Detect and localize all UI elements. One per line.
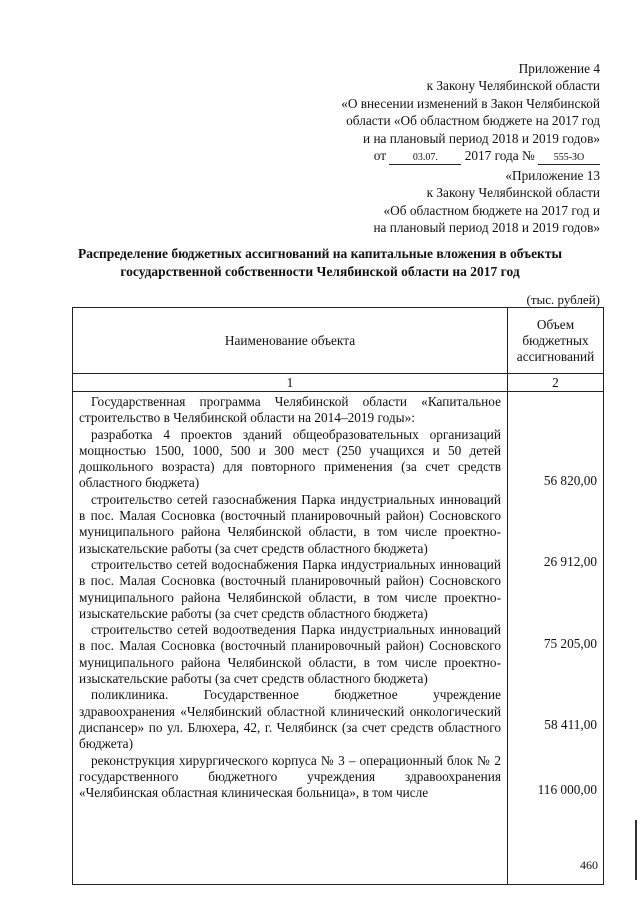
object-name: строительство сетей газоснабжения Парка индустриальных инноваций в пос. Малая Сосновка (восточный планировочный район) Сосновского муниципального района Челябинской области, в том числе проектно-изыскательские работы (за счет средств областного бюджета) <box>79 491 501 556</box>
appendix-line: и на плановый период 2018 и 2019 годов» <box>363 130 600 146</box>
date-year: 2017 года № <box>464 148 535 164</box>
appendix-line: к Закону Челябинской области <box>426 78 600 94</box>
object-names-cell <box>73 392 508 885</box>
appendix13-line: «Об областном бюджете на 2017 год и <box>383 202 600 218</box>
object-name: разработка 4 проектов зданий общеобразовательных организаций мощностью 1500, 1000, 500 и 300 мест (250 учащихся и 50 детей дошкольного возраста) для повторного применения (за счет средств областного бюджета) <box>79 426 501 491</box>
doc-number-field: 555-ЗО <box>538 152 600 165</box>
column-number: 2 <box>508 374 604 392</box>
appendix-date-line <box>341 147 600 165</box>
allocation-value: 58 411,00 <box>544 717 597 732</box>
allocation-value: 116 000,00 <box>537 782 597 797</box>
table-body-row <box>73 392 604 885</box>
appendix-line: «О внесении изменений в Закон Челябинской <box>341 95 600 111</box>
document-title <box>40 245 600 280</box>
object-name: поликлиника. Государственное бюджетное учреждение здравоохранения «Челябинский областной клинический онкологический диспансер» по ул. Блюхера, 42, г. Челябинск (за счет средств областного бюджета) <box>79 687 501 752</box>
allocations-table <box>72 307 604 885</box>
object-name: строительство сетей водоснабжения Парка индустриальных инноваций в пос. Малая Сосновка (восточный планировочный район) Сосновского муниципального района Челябинской области, в том числе проектно-изыскательские работы (за счет средств областного бюджета) <box>79 556 501 621</box>
header-line: бюджетных <box>522 332 589 348</box>
title-line: государственной собственности Челябинской области на 2017 год <box>120 263 520 279</box>
values-cell <box>508 392 604 885</box>
column-number: 1 <box>73 374 508 392</box>
object-name: строительство сетей водоотведения Парка индустриальных инноваций в пос. Малая Сосновка (восточный планировочный район) Сосновского муниципального района Челябинской области, в том числе проектно-изыскательские работы (за счет средств областного бюджета) <box>79 622 501 687</box>
appendix13-line: «Приложение 13 <box>505 168 600 184</box>
object-name: реконструкция хирургического корпуса № 3 – операционный блок № 2 государственного бюджетного учреждения здравоохранения «Челябинская областная клиническая больница», в том числе <box>79 752 501 801</box>
appendix-line: области «Об областном бюджете на 2017 год <box>346 113 600 129</box>
allocation-value: 56 820,00 <box>543 473 597 488</box>
units-label: (тыс. рублей) <box>526 292 600 307</box>
allocation-value: 75 205,00 <box>543 636 597 651</box>
appendix-header <box>341 60 600 237</box>
table-header-row <box>73 308 604 374</box>
title-line: Распределение бюджетных ассигнований на капитальные вложения в объекты <box>77 246 563 261</box>
appendix-line: Приложение 4 <box>518 61 600 76</box>
column-header-volume <box>508 308 604 374</box>
appendix13-line: на плановый период 2018 и 2019 годов» <box>373 220 600 236</box>
allocation-value: 26 912,00 <box>543 554 597 569</box>
column-header-name: Наименование объекта <box>73 308 508 374</box>
header-line: Объем <box>536 316 575 332</box>
scan-edge-mark <box>635 820 637 880</box>
date-field: 03.07. <box>389 152 461 165</box>
header-line: ассигнований <box>516 348 595 364</box>
date-prefix: от <box>373 148 387 164</box>
column-number-row <box>73 374 604 392</box>
program-title: Государственная программа Челябинской области «Капитальное строительство в Челябинской области на 2014–2019 годы»: <box>79 394 501 426</box>
appendix13-line: к Закону Челябинской области <box>426 185 600 201</box>
page-number: 460 <box>580 858 598 872</box>
